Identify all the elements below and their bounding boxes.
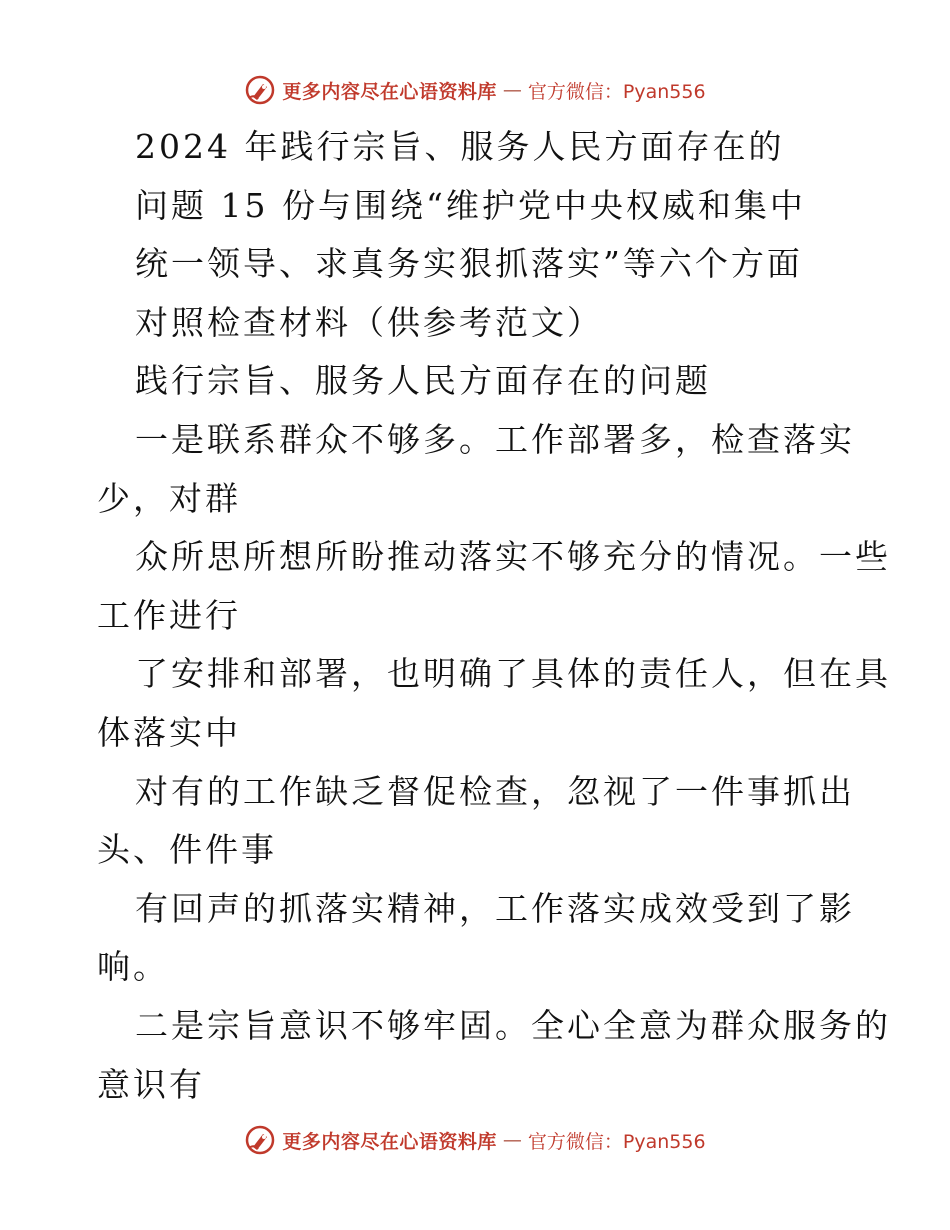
document-body: [97, 118, 891, 1114]
text-line: 体落实中: [97, 712, 241, 752]
banner-dash: —: [502, 1129, 522, 1151]
text-line: 践行宗旨、服务人民方面存在的问题: [135, 361, 711, 401]
text-line: 响。: [97, 947, 169, 987]
text-line: 工作进行: [97, 595, 241, 635]
banner-text: 更多内容尽在心语资料库: [282, 80, 497, 103]
text-line: 有回声的抓落实精神，工作落实成效受到了影: [135, 888, 855, 928]
text-line: 头、件件事: [97, 830, 277, 870]
text-line: 少，对群: [97, 478, 241, 518]
banner-dash: —: [502, 79, 522, 101]
text-line: 对有的工作缺乏督促检查，忽视了一件事抓出: [135, 771, 855, 811]
text-line: 统一领导、求真务实狠抓落实”等六个方面: [135, 244, 803, 284]
banner-wechat: 官方微信：Pyan556: [527, 1130, 706, 1153]
text-line: 二是宗旨意识不够牢固。全心全意为群众服务的: [135, 1005, 891, 1045]
text-line: 了安排和部署，也明确了具体的责任人，但在具: [135, 654, 891, 694]
text-line: 众所思所想所盼推动落实不够充分的情况。一些: [135, 537, 891, 577]
header-banner: [0, 70, 950, 110]
banner-text: 更多内容尽在心语资料库: [282, 1130, 497, 1153]
text-line: 对照检查材料（供参考范文）: [135, 302, 603, 342]
banner-wechat: 官方微信：Pyan556: [527, 80, 706, 103]
text-line: 2024 年践行宗旨、服务人民方面存在的: [135, 127, 785, 166]
text-line: 一是联系群众不够多。工作部署多，检查落实: [135, 419, 855, 459]
text-line: 问题 15 份与围绕“维护党中央权威和集中: [135, 185, 806, 225]
pen-nib-circle-logo: [244, 1124, 276, 1156]
footer-banner: [0, 1120, 950, 1160]
text-line: 意识有: [97, 1064, 205, 1104]
pen-nib-circle-logo: [244, 74, 276, 106]
